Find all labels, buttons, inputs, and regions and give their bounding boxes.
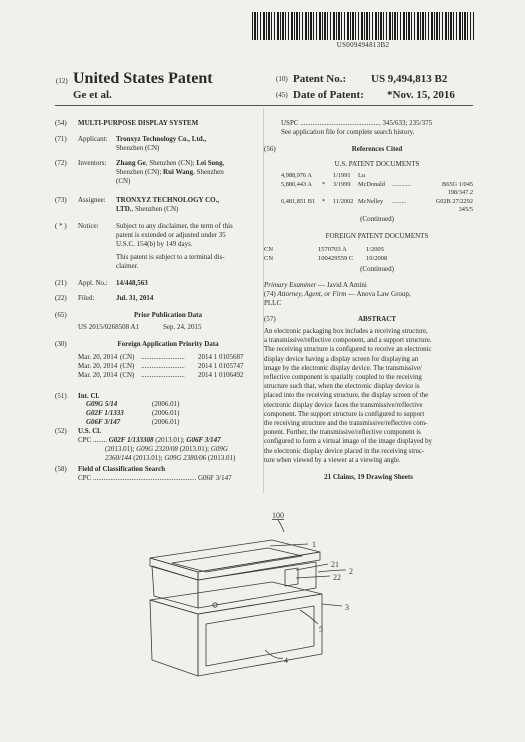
abstract-heading: ABSTRACT (357, 315, 397, 323)
notice-line: patent is extended or adjusted under 35 (116, 231, 226, 239)
int-cl-code: G02F 1/1333 (86, 409, 124, 417)
us-doc-class: B65G 1/045 (442, 180, 473, 188)
foreign-doc-country: CN (264, 254, 274, 262)
notice-line: Subject to any disclaimer, the term of this (116, 222, 233, 230)
int-cl-version: (2006.01) (152, 409, 180, 417)
us-docs-heading: U.S. PATENT DOCUMENTS (334, 160, 420, 168)
field-cpc-label: CPC ........................................................... (78, 474, 197, 482)
figure-phone (285, 568, 298, 586)
notice-num: ( * ) (55, 222, 67, 230)
inventor-name: Lei Song (196, 159, 223, 167)
us-doc-name: McDonald (358, 180, 385, 188)
appl-value: 14/448,563 (116, 279, 148, 287)
appl-label: Appl. No.: (78, 279, 108, 287)
foreign-app-num: (30) (55, 340, 67, 348)
applicant-num: (71) (55, 135, 67, 143)
inventor-short: Ge et al. (73, 89, 112, 101)
prior-pub-date: Sep. 24, 2015 (163, 323, 202, 331)
filed-label: Filed: (78, 294, 95, 302)
us-cl-num: (52) (55, 427, 67, 435)
date-value: *Nov. 15, 2016 (387, 89, 455, 101)
abstract-line: the electronic display device placed in the receiving struc- (264, 447, 425, 455)
priority-number: 2014 1 0106492 (198, 371, 244, 379)
field-cpc (78, 474, 232, 483)
document-type: United States Patent (73, 70, 213, 87)
us-doc-date: 3/1999 (333, 180, 351, 188)
us-cl-line-3 (105, 454, 235, 463)
us-doc-class: 198/347.2 (447, 189, 473, 196)
abstract-line: The receiving structure is configured to receive an electronic (264, 346, 432, 354)
priority-number: 2014 1 0105687 (198, 353, 244, 361)
barcode (252, 12, 474, 40)
priority-number: 2014 1 0105747 (198, 362, 244, 370)
us-cl-line-2 (105, 445, 228, 454)
foreign-doc-country: CN (264, 246, 274, 253)
assignee-num: (73) (55, 196, 67, 204)
abstract-line: image by the electronic display device. The transmissive/ (264, 364, 422, 372)
inventors-line-2 (116, 168, 224, 177)
us-doc-number: 6,481,851 B1 (281, 197, 316, 205)
abstract-line: structure such that, when the electronic display device is (264, 383, 420, 391)
us-doc-date: 11/2002 (333, 197, 354, 205)
assignee-name: LTD. (116, 205, 132, 213)
abstract-line: ture when viewed by a viewer at a viewing angle. (264, 456, 401, 464)
priority-leader: ......................... (141, 371, 185, 379)
inventors-num: (72) (55, 159, 67, 167)
foreign-doc-date: 1/2005 (366, 246, 385, 253)
int-cl-version: (2006.01) (152, 400, 180, 408)
applicant-label: Applicant: (78, 135, 108, 143)
class-text: (2013.01); (105, 445, 137, 453)
priority-date: Mar. 20, 2014 (78, 353, 118, 361)
us-doc-number: 4,988,976 A (281, 172, 312, 179)
inventor-text: Shenzhen (CN); (116, 168, 164, 176)
priority-date: Mar. 20, 2014 (78, 371, 118, 379)
abstract-line: the receiving structure and the transmissive/reflective com- (264, 420, 428, 427)
date-label: Date of Patent: (293, 89, 364, 101)
priority-date: Mar. 20, 2014 (78, 362, 118, 370)
figure-ref-3: 3 (345, 603, 349, 612)
leader-100 (278, 520, 284, 532)
us-doc-class: G02B 27/2292 (435, 197, 473, 205)
us-doc-number: 5,880,443 A (281, 180, 312, 188)
figure-ref-21: 21 (331, 560, 339, 569)
us-doc-leader: ............ (392, 180, 411, 188)
attorney-label: Attorney, Agent, or Firm (277, 290, 347, 298)
notice-label: Notice: (78, 222, 99, 230)
refs-heading: References Cited (351, 145, 403, 153)
foreign-docs-heading: FOREIGN PATENT DOCUMENTS (325, 232, 429, 240)
figure-ref-4: 4 (284, 656, 288, 665)
prior-pub-heading: Prior Publication Data (134, 311, 202, 319)
examiner-label: Primary Examiner (264, 281, 317, 289)
us-doc-star: * (322, 197, 326, 205)
refs-num: (56) (264, 145, 276, 153)
abstract-line: An electronic packaging box includes a receiving structure, (264, 328, 428, 335)
inventor-name: Rui Wang (163, 168, 194, 176)
header-rule (55, 105, 473, 106)
figure-lid-front-left (150, 558, 198, 580)
class-code: G09G 2380/06 (164, 454, 207, 462)
foreign-doc-date: 10/2008 (366, 254, 388, 262)
us-cl-label: U.S. Cl. (78, 427, 101, 435)
leader-22 (296, 576, 330, 578)
invention-title: MULTI-PURPOSE DISPLAY SYSTEM (78, 119, 199, 127)
search-history-note: See application file for complete search history. (281, 128, 415, 136)
int-cl-code: G06F 3/147 (86, 418, 121, 426)
priority-leader: ......................... (141, 353, 185, 361)
assignee-line-1: TRONXYZ TECHNOLOGY CO., (116, 196, 220, 204)
int-cl-version: (2006.01) (152, 418, 180, 426)
us-cl-line-1 (78, 436, 221, 445)
foreign-doc-number: 100429559 C (318, 254, 354, 262)
int-cl-num: (51) (55, 392, 67, 400)
inventor-name: Zhang Ge (116, 159, 146, 167)
figure-ref-2: 2 (349, 567, 353, 576)
class-text: (2013.01); (153, 436, 187, 444)
foreign-doc-number: 1570703 A (318, 246, 347, 253)
attorney-name-2: PLLC (264, 299, 282, 307)
class-code: G09G 2320/08 (136, 445, 178, 453)
figure-box-left (150, 600, 198, 676)
figure-ref-22: 22 (333, 573, 341, 582)
foreign-app-heading: Foreign Application Priority Data (117, 340, 219, 348)
figure-ref-100: 100 (272, 511, 284, 520)
inventors-label: Inventors: (78, 159, 107, 167)
abstract-line: placed into the receiving structure, the display screen of the (264, 392, 429, 400)
cpc-label: CPC ........ (78, 436, 107, 444)
date-num: (45) (276, 91, 288, 99)
patent-no-value: US 9,494,813 B2 (371, 73, 448, 85)
class-text: (2013.01); (131, 454, 165, 462)
abstract-line: a transmissive/reflective component, and a support structure. (264, 337, 432, 345)
us-doc-leader: ......... (392, 197, 407, 205)
class-code: G06F 3/147 (186, 436, 221, 444)
applicant-location: Shenzhen (CN) (116, 144, 160, 152)
leader-4 (265, 650, 283, 658)
us-doc-class: 345/5 (458, 206, 473, 213)
figure-ref-5: 5 (319, 625, 323, 634)
priority-leader: ......................... (141, 362, 185, 370)
patent-no-num: (10) (276, 75, 288, 83)
patent-no-label: Patent No.: (293, 73, 347, 85)
filed-num: (22) (55, 294, 67, 302)
attorney-name: — Anova Law Group, (346, 290, 411, 298)
assignee-line-2 (116, 205, 178, 214)
abstract-line: reflective component is spatially coupled to the receiving (264, 374, 422, 381)
us-doc-name: McNelley (358, 197, 384, 205)
abstract-line: display device having a display screen for displaying an (264, 355, 419, 363)
abstract-line: component. The support structure is configured to support (264, 410, 425, 418)
abstract-num: (57) (264, 315, 276, 323)
examiner-line (264, 281, 367, 290)
prior-pub-number: US 2015/0268508 A1 (78, 323, 140, 331)
us-docs-continued: (Continued) (360, 215, 394, 223)
assignee-label: Assignee: (78, 196, 106, 204)
applicant-name: Tronxyz Technology Co., Ltd., (116, 135, 207, 143)
appl-num: (21) (55, 279, 67, 287)
attorney-line (264, 290, 411, 299)
figure-ref-1: 1 (312, 540, 316, 549)
notice-line: U.S.C. 154(b) by 149 days. (116, 240, 193, 248)
abstract-line: ponent. Further, the transmissive/reflective component is (264, 429, 421, 437)
field-cpc-value: G06F 3/147 (197, 474, 232, 482)
class-code: G09G (210, 445, 228, 453)
priority-country: (CN) (120, 353, 135, 361)
uspc-value: 345/633; 235/375 (382, 119, 433, 127)
inventor-text: , Shenzhen (193, 168, 224, 176)
class-code: G02F 1/133308 (108, 436, 154, 444)
class-text: (2013.01) (206, 454, 236, 462)
examiner-name: — Javid A Amini (316, 281, 367, 289)
class-text: (2013.01); (177, 445, 211, 453)
priority-country: (CN) (120, 362, 135, 370)
priority-country: (CN) (120, 371, 135, 379)
uspc-line (281, 119, 432, 128)
figure-upper-left (152, 566, 198, 608)
inventor-text: , Shenzhen (CN); (145, 159, 197, 167)
foreign-docs-continued: (Continued) (360, 265, 394, 273)
figure-drawer (206, 606, 314, 666)
title-num: (54) (55, 119, 67, 127)
us-doc-star: * (322, 180, 326, 188)
notice-line: This patent is subject to a terminal dis- (116, 253, 225, 261)
attorney-num: (74) (264, 290, 276, 298)
patent-figure (0, 500, 525, 742)
prior-pub-num: (65) (55, 311, 67, 319)
abstract-line: electronic display device faces the transmissive/reflective (264, 401, 423, 409)
claims-summary: 21 Claims, 19 Drawing Sheets (324, 473, 413, 481)
us-doc-name: Lu (358, 172, 365, 179)
inventors-line-1: Zhang Ge, Shenzhen (CN); Lei Song, (116, 159, 225, 167)
int-cl-code: G09G 5/14 (86, 400, 118, 408)
notice-line: claimer. (116, 262, 139, 270)
inventors-line-3: (CN) (116, 177, 131, 185)
leader-21 (296, 564, 328, 570)
leader-5 (300, 610, 318, 624)
field-label: Field of Classification Search (78, 465, 166, 473)
int-cl-label: Int. Cl. (78, 392, 100, 400)
class-code: 2360/144 (105, 454, 132, 462)
us-doc-date: 1/1991 (333, 172, 351, 179)
publication-number: US009494813B2 (336, 41, 390, 49)
assignee-location: , Shenzhen (CN) (131, 205, 179, 213)
field-num: (58) (55, 465, 67, 473)
kind-code-num: (12) (56, 77, 68, 85)
abstract-line: configured to form a virtual image of the image displayed by (264, 438, 433, 446)
filed-value: Jul. 31, 2014 (116, 294, 154, 302)
leader-3 (322, 604, 342, 606)
uspc-label: USPC .............................................. (281, 119, 381, 127)
leader-2 (318, 570, 346, 572)
